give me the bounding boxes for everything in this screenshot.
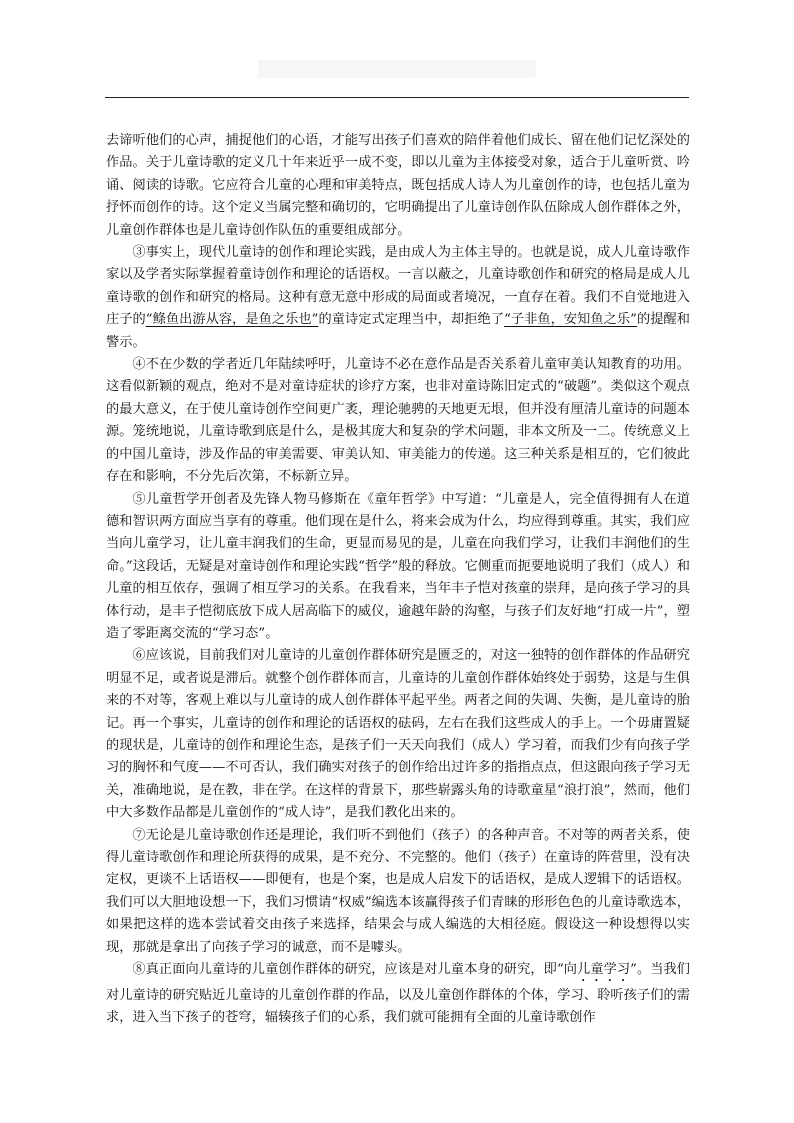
paragraph-text: 去谛听他们的心声，捕捉他们的心语，才能写出孩子们喜欢的陪伴着他们成长、留在他们记忆深处的作品。关于儿童诗歌的定义几十年来近乎一成不变，即以儿童为主体接受对象，适合于儿童听赏、吟诵、阅读的诗歌。它应符合儿童的心理和审美特点，既包括成人诗人为儿童创作的诗，也包括儿童为抒怀而创作的诗。这个定义当属完整和确切的，它明确提出了儿童诗创作队伍除成人创作群体之外，儿童创作群体也是儿童诗创作队伍的重要组成部分。	[106, 133, 690, 238]
underlined-quote: “鲦鱼出游从容，是鱼之乐也”	[145, 312, 319, 328]
underlined-quote: “子非鱼，安知鱼之乐”	[504, 312, 637, 328]
paragraph-text: ⑥应该说，目前我们对儿童诗的儿童创作群体研究是匮乏的，对这一独特的创作群体的作品研究明显不足，或者说是滞后。就整个创作群体而言，儿童诗的儿童创作群体始终处于弱势，这是与生俱来的不对等，客观上难以与儿童诗的成人创作群体平起平坐。两者之间的失调、失衡，是儿童诗的胎记。再一个事实，儿童诗的创作和理论的话语权的砝码，左右在我们这些成人的手上。一个毋庸置疑的现状是，儿童诗的创作和理论生态，是孩子们一天天向我们（成人）学习着，而我们少有向孩子学习的胸怀和气度——不可否认，我们确实对孩子的创作给出过许多的指指点点，但这跟向孩子学习无关，准确地说，是在教，非在学。在这样的背景下，那些崭露头角的诗歌童星“浪打浪”，然而，他们中大多数作品都是儿童创作的“成人诗”，是我们教化出来的。	[106, 648, 690, 821]
paragraph-text: ⑦无论是儿童诗歌创作还是理论，我们听不到他们（孩子）的各种声音。不对等的两者关系，使得儿童诗歌创作和理论所获得的成果，是不充分、不完整的。他们（孩子）在童诗的阵营里，没有决定权，更谈不上话语权——即便有，也是个案，也是成人启发下的话语权，是成人逻辑下的话语权。我们可以大胆地设想一下，我们习惯请“权威”编选本该赢得孩子们青睐的形形色色的儿童诗歌选本，如果把这样的选本尝试着交由孩子来选择，结果会与成人编选的大相径庭。假设这一种设想得以实现，那就是拿出了向孩子学习的诚意，而不是噱头。	[106, 827, 690, 955]
paragraph-p7	[106, 825, 690, 959]
emphasis-text: 儿童学习	[577, 962, 631, 978]
paragraph-p4	[106, 354, 690, 488]
paragraph-p8	[106, 959, 690, 1030]
paragraph-text: ⑧真正面向儿童诗的儿童创作群体的研究，应该是对儿童本身的研究，即“向	[132, 962, 578, 978]
paragraph-p6	[106, 645, 690, 824]
paragraph-text: 的童诗定式定理当中，却拒绝了	[318, 312, 505, 328]
paragraph-text: ”。当我们对儿童诗的研究贴近儿童诗的儿童创作群的作品，以及儿童创作群体的个体，学习、聆听孩子们的需求，进入当下孩子的苍穹，辐辏孩子们的心系，我们就可能拥有全面的儿童诗歌创作	[106, 962, 690, 1026]
paragraph-text: 的提醒和警示。	[106, 312, 690, 350]
header-rule	[105, 97, 689, 98]
paragraph-text: ⑤儿童哲学开创者及先锋人物马修斯在《童年哲学》中写道：“儿童是人，完全值得拥有人在道德和智识两方面应当享有的尊重。他们现在是什么，将来会成为什么，均应得到尊重。其实，我们应当向儿童学习，让儿童丰润我们的生命，更显而易见的是，儿童在向我们学习，让我们丰润他们的生命。”这段话，无疑是对童诗创作和理论实践“哲学”般的释放。它侧重而扼要地说明了我们（成人）和儿童的相互依存，强调了相互学习的关系。在我看来，当年丰子恺对孩童的崇拜，是向孩子学习的具体行动，是丰子恺彻底放下成人居高临下的威仪，逾越年龄的沟壑，与孩子们友好地“打成一片”，塑造了零距离交流的“学习态”。	[106, 491, 690, 641]
paragraph-p3	[106, 242, 690, 354]
paragraph-p5	[106, 489, 690, 646]
article-body	[106, 130, 690, 1030]
header-watermark	[258, 60, 536, 78]
paragraph-text: ④不在少数的学者近几年陆续呼吁，儿童诗不必在意作品是否关系着儿童审美认知教育的功用。这看似新颖的观点，绝对不是对童诗症状的诊疗方案，也非对童诗陈旧定式的“破题”。类似这个观点的最大意义，在于使儿童诗创作空间更广袤，理论驰骋的天地更无垠，但并没有厘清儿童诗的问题本源。笼统地说，儿童诗歌到底是什么，是极其庞大和复杂的学术问题，非本文所及一二。传统意义上的中国儿童诗，涉及作品的审美需要、审美认知、审美能力的传递。这三种关系是相互的，它们彼此存在和影响，不分先后次第，不标新立异。	[106, 357, 690, 485]
paragraph-p-cont	[106, 130, 690, 242]
paragraph-text: ③事实上，现代儿童诗的创作和理论实践，是由成人为主体主导的。也就是说，成人儿童诗歌作家以及学者实际掌握着童诗创作和理论的话语权。一言以蔽之，儿童诗歌创作和研究的格局是成人儿童诗歌的创作和研究的格局。这种有意无意中形成的局面或者境况，一直存在着。我们不自觉地进入庄子的	[106, 245, 690, 328]
